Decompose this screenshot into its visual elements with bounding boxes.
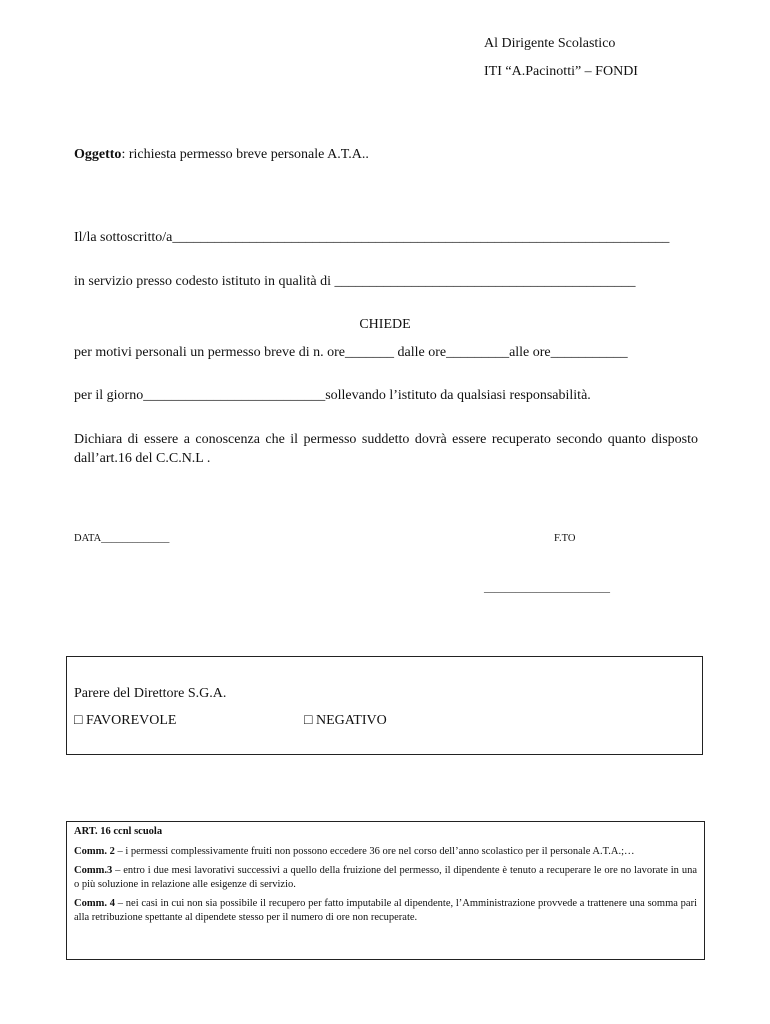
comm-3-label: Comm.3 (74, 865, 113, 876)
recipient-line-2: ITI “A.Pacinotti” – FONDI (484, 64, 638, 79)
firma-field[interactable]: ________________________ (484, 583, 610, 594)
sottoscritto-field[interactable]: Il/la sottoscritto/a_______________________________________________________________________ (74, 230, 670, 245)
negativo-checkbox[interactable]: □ NEGATIVO (304, 713, 387, 728)
comm-3-text: – entro i due mesi lavorativi successivi a quello della fruizione del permesso, il dipendente è tenuto a recuperare le ore no lavorate in una o più soluzione in relazione alle esigenze di servizio. (74, 865, 697, 890)
article-16-box (66, 821, 705, 960)
dichiarazione-text: Dichiara di essere a conoscenza che il permesso suddetto dovrà essere recuperato secondo quanto disposto dall’art.16 del C.C.N.L . (74, 432, 698, 466)
recipient-line-1: Al Dirigente Scolastico (484, 36, 616, 51)
dsga-opinion-box (66, 656, 703, 755)
subject-label: Oggetto (74, 147, 122, 162)
firma-label: F.TO (554, 533, 576, 544)
subject-line (74, 147, 369, 163)
comm-4-text: – nei casi in cui non sia possibile il recupero per fatto imputabile al dipendente, l’Amministrazione provvede a trattenere una somma pari alla retribuzione spettante al dipendete stesso per il numero di ore non recuperate. (74, 898, 697, 923)
servizio-field[interactable]: in servizio presso codesto istituto in qualità di ___________________________________________ (74, 274, 636, 289)
comm-4-label: Comm. 4 (74, 898, 115, 909)
giorno-field[interactable]: per il giorno__________________________sollevando l’istituto da qualsiasi responsabilità. (74, 388, 591, 403)
article-heading: ART. 16 ccnl scuola (74, 826, 163, 837)
article-comm-3 (74, 864, 697, 892)
data-field[interactable]: DATA_____________ (74, 533, 170, 544)
favorevole-checkbox[interactable]: □ FAVOREVOLE (74, 713, 177, 728)
chiede-heading: CHIEDE (359, 317, 411, 332)
dsga-opinion-title: Parere del Direttore S.G.A. (74, 686, 227, 701)
comm-2-label: Comm. 2 (74, 846, 115, 857)
subject-text: : richiesta permesso breve personale A.T.A.. (121, 147, 369, 162)
article-comm-2 (74, 845, 697, 859)
article-comm-4 (74, 897, 697, 925)
permesso-ore-field[interactable]: per motivi personali un permesso breve di n. ore_______ dalle ore_________alle ore___________ (74, 345, 628, 360)
comm-2-text: – i permessi complessivamente fruiti non possono eccedere 36 ore nel corso dell’anno scolastico per il personale A.T.A.;… (114, 846, 635, 857)
